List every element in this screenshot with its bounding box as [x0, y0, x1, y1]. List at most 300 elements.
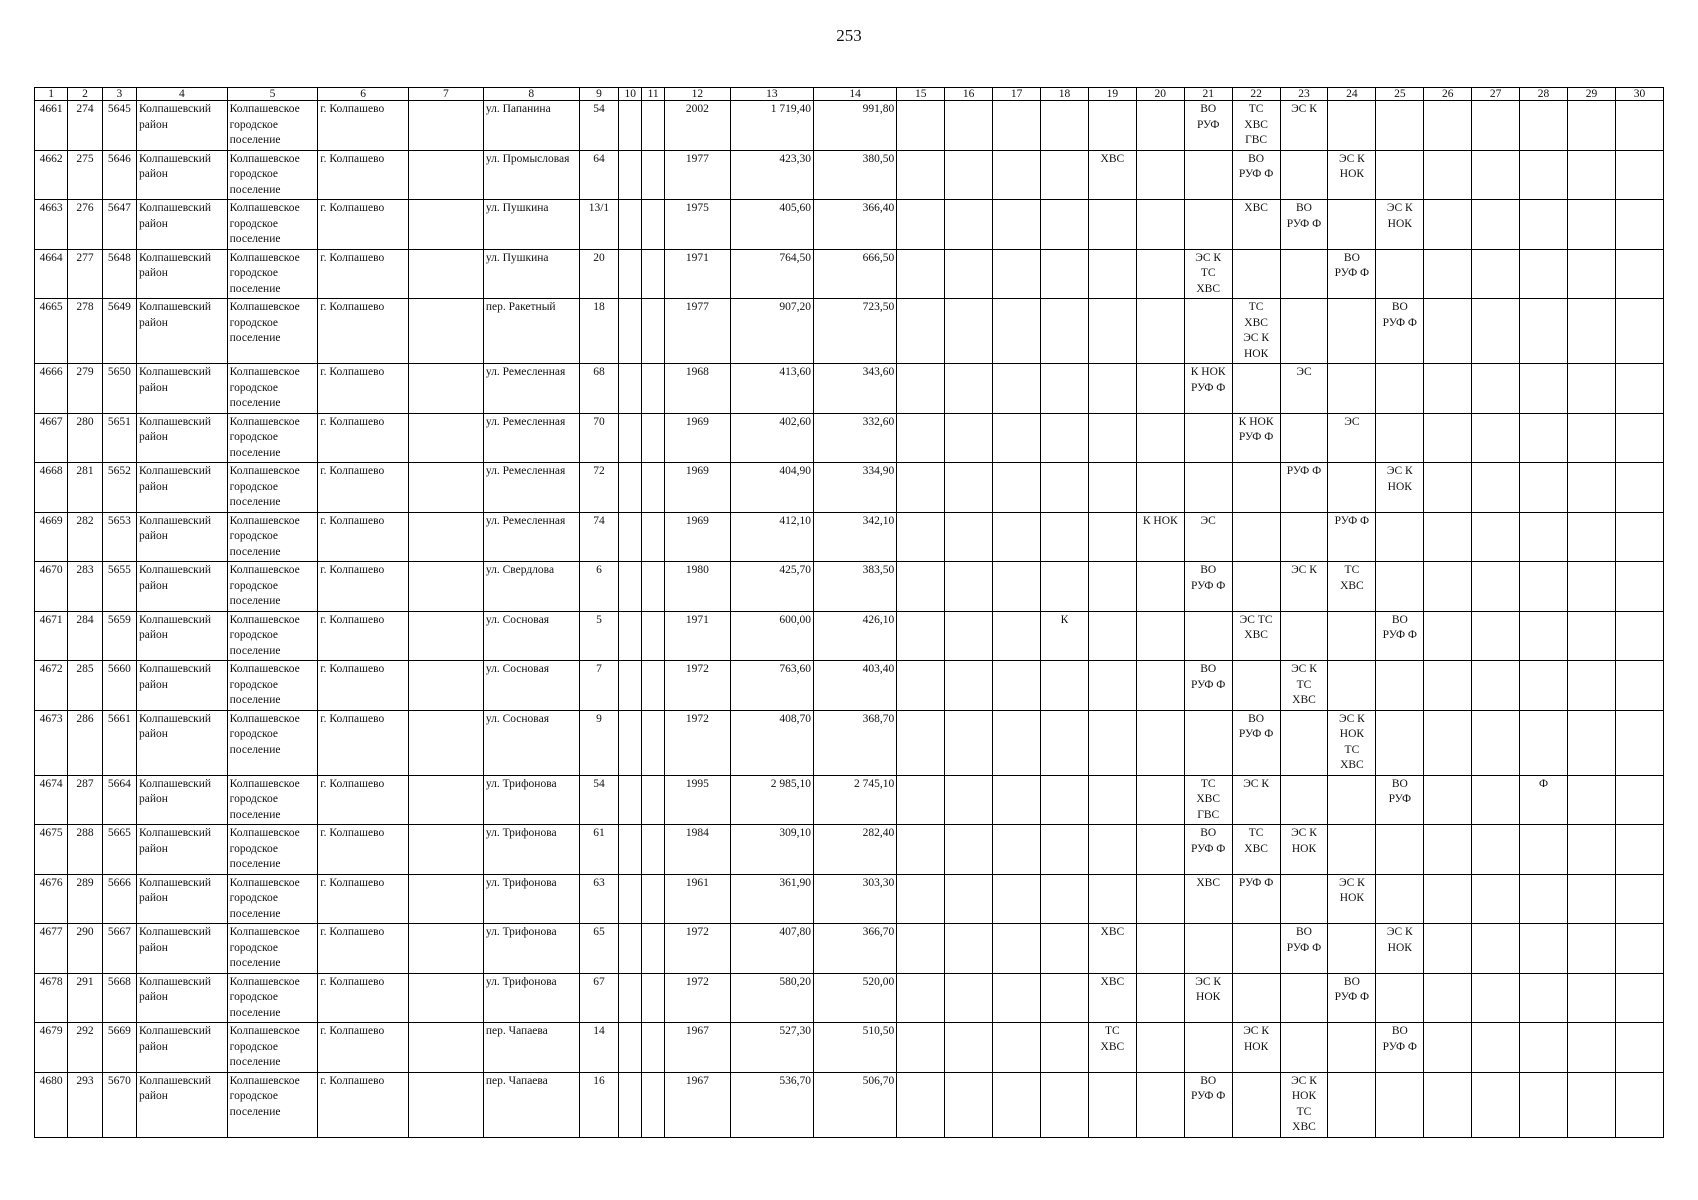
cell-col-11	[642, 1072, 665, 1137]
cell-col-21: ТС ХВС ГВС	[1184, 775, 1232, 825]
cell-col-20	[1136, 562, 1184, 612]
cell-col-22: К НОК РУФ Ф	[1232, 413, 1280, 463]
cell-col-3: 5667	[102, 924, 136, 974]
cell-col-2: 274	[68, 101, 102, 151]
cell-col-3: 5668	[102, 973, 136, 1023]
cell-col-16	[945, 200, 993, 250]
cell-col-19: ХВС	[1088, 973, 1136, 1023]
cell-col-23: ЭС К	[1280, 101, 1328, 151]
cell-col-22: РУФ Ф	[1232, 874, 1280, 924]
cell-col-1: 4678	[35, 973, 68, 1023]
cell-col-10	[619, 299, 642, 364]
cell-col-14: 520,00	[813, 973, 896, 1023]
cell-col-5: Колпашевское городское поселение	[227, 924, 318, 974]
column-number-9: 9	[579, 88, 619, 101]
cell-col-25	[1376, 249, 1424, 299]
cell-col-17	[993, 710, 1041, 775]
registry-table	[34, 87, 1664, 1138]
cell-col-16	[945, 1023, 993, 1073]
cell-col-2: 276	[68, 200, 102, 250]
cell-col-29	[1567, 150, 1615, 200]
cell-col-19	[1088, 512, 1136, 562]
cell-col-18	[1041, 973, 1089, 1023]
cell-col-13: 536,70	[730, 1072, 813, 1137]
cell-col-4: Колпашевский район	[137, 1023, 228, 1073]
cell-col-30	[1615, 874, 1663, 924]
cell-col-11	[642, 562, 665, 612]
cell-col-5: Колпашевское городское поселение	[227, 150, 318, 200]
cell-col-11	[642, 1023, 665, 1073]
cell-col-26	[1424, 463, 1472, 513]
cell-col-8: пер. Чапаева	[483, 1023, 579, 1073]
cell-col-8: ул. Ремесленная	[483, 413, 579, 463]
cell-col-8: ул. Сосновая	[483, 710, 579, 775]
cell-col-23: ЭС К ТС ХВС	[1280, 661, 1328, 711]
cell-col-4: Колпашевский район	[137, 661, 228, 711]
cell-col-13: 580,20	[730, 973, 813, 1023]
cell-col-3: 5670	[102, 1072, 136, 1137]
table-body	[35, 101, 1664, 1138]
cell-col-9: 13/1	[579, 200, 619, 250]
cell-col-9: 54	[579, 775, 619, 825]
cell-col-19	[1088, 364, 1136, 414]
cell-col-30	[1615, 775, 1663, 825]
cell-col-7	[408, 661, 483, 711]
cell-col-10	[619, 364, 642, 414]
cell-col-18	[1041, 710, 1089, 775]
cell-col-20	[1136, 463, 1184, 513]
cell-col-13: 408,70	[730, 710, 813, 775]
cell-col-1: 4672	[35, 661, 68, 711]
cell-col-19	[1088, 661, 1136, 711]
cell-col-29	[1567, 874, 1615, 924]
cell-col-5: Колпашевское городское поселение	[227, 101, 318, 151]
cell-col-19	[1088, 1072, 1136, 1137]
cell-col-22	[1232, 924, 1280, 974]
cell-col-29	[1567, 775, 1615, 825]
cell-col-13: 423,30	[730, 150, 813, 200]
cell-col-16	[945, 101, 993, 151]
cell-col-3: 5653	[102, 512, 136, 562]
cell-col-11	[642, 463, 665, 513]
cell-col-19	[1088, 775, 1136, 825]
cell-col-11	[642, 512, 665, 562]
cell-col-6: г. Колпашево	[318, 413, 409, 463]
cell-col-21: ВО РУФ	[1184, 101, 1232, 151]
cell-col-3: 5661	[102, 710, 136, 775]
cell-col-18: К	[1041, 611, 1089, 661]
cell-col-22	[1232, 661, 1280, 711]
cell-col-26	[1424, 101, 1472, 151]
cell-col-15	[897, 249, 945, 299]
cell-col-12: 1995	[665, 775, 731, 825]
cell-col-1: 4662	[35, 150, 68, 200]
cell-col-1: 4665	[35, 299, 68, 364]
cell-col-7	[408, 512, 483, 562]
cell-col-5: Колпашевское городское поселение	[227, 512, 318, 562]
cell-col-24: ТС ХВС	[1328, 562, 1376, 612]
table-row	[35, 562, 1664, 612]
cell-col-26	[1424, 364, 1472, 414]
table-row	[35, 1072, 1664, 1137]
cell-col-4: Колпашевский район	[137, 973, 228, 1023]
cell-col-13: 361,90	[730, 874, 813, 924]
cell-col-28	[1520, 463, 1568, 513]
column-number-5: 5	[227, 88, 318, 101]
cell-col-6: г. Колпашево	[318, 775, 409, 825]
cell-col-10	[619, 1072, 642, 1137]
cell-col-15	[897, 413, 945, 463]
cell-col-11	[642, 775, 665, 825]
cell-col-20	[1136, 710, 1184, 775]
cell-col-15	[897, 562, 945, 612]
cell-col-12: 1971	[665, 249, 731, 299]
cell-col-27	[1472, 299, 1520, 364]
cell-col-5: Колпашевское городское поселение	[227, 364, 318, 414]
cell-col-2: 285	[68, 661, 102, 711]
cell-col-28	[1520, 150, 1568, 200]
cell-col-30	[1615, 413, 1663, 463]
cell-col-16	[945, 775, 993, 825]
cell-col-30	[1615, 101, 1663, 151]
cell-col-27	[1472, 611, 1520, 661]
cell-col-3: 5666	[102, 874, 136, 924]
cell-col-13: 425,70	[730, 562, 813, 612]
cell-col-8: ул. Папанина	[483, 101, 579, 151]
cell-col-30	[1615, 512, 1663, 562]
cell-col-30	[1615, 364, 1663, 414]
column-number-22: 22	[1232, 88, 1280, 101]
cell-col-20	[1136, 249, 1184, 299]
cell-col-25	[1376, 661, 1424, 711]
cell-col-30	[1615, 710, 1663, 775]
page-number: 253	[836, 26, 862, 45]
cell-col-10	[619, 200, 642, 250]
cell-col-4: Колпашевский район	[137, 512, 228, 562]
cell-col-8: ул. Трифонова	[483, 924, 579, 974]
cell-col-1: 4669	[35, 512, 68, 562]
cell-col-6: г. Колпашево	[318, 1072, 409, 1137]
cell-col-22	[1232, 463, 1280, 513]
cell-col-3: 5651	[102, 413, 136, 463]
cell-col-11	[642, 661, 665, 711]
cell-col-12: 1984	[665, 825, 731, 875]
cell-col-7	[408, 200, 483, 250]
cell-col-23: ЭС	[1280, 364, 1328, 414]
cell-col-7	[408, 299, 483, 364]
cell-col-18	[1041, 1023, 1089, 1073]
cell-col-15	[897, 924, 945, 974]
cell-col-26	[1424, 512, 1472, 562]
cell-col-7	[408, 710, 483, 775]
cell-col-26	[1424, 775, 1472, 825]
cell-col-17	[993, 973, 1041, 1023]
cell-col-1: 4680	[35, 1072, 68, 1137]
cell-col-23	[1280, 413, 1328, 463]
cell-col-11	[642, 299, 665, 364]
cell-col-2: 292	[68, 1023, 102, 1073]
cell-col-11	[642, 249, 665, 299]
cell-col-21: ХВС	[1184, 874, 1232, 924]
cell-col-4: Колпашевский район	[137, 874, 228, 924]
cell-col-15	[897, 661, 945, 711]
cell-col-25	[1376, 825, 1424, 875]
cell-col-26	[1424, 249, 1472, 299]
cell-col-2: 282	[68, 512, 102, 562]
cell-col-23: ЭС К	[1280, 562, 1328, 612]
table-row	[35, 775, 1664, 825]
cell-col-12: 1972	[665, 973, 731, 1023]
cell-col-28	[1520, 512, 1568, 562]
cell-col-9: 9	[579, 710, 619, 775]
cell-col-18	[1041, 463, 1089, 513]
cell-col-21	[1184, 200, 1232, 250]
cell-col-18	[1041, 775, 1089, 825]
cell-col-27	[1472, 512, 1520, 562]
cell-col-15	[897, 101, 945, 151]
cell-col-3: 5645	[102, 101, 136, 151]
cell-col-11	[642, 611, 665, 661]
cell-col-7	[408, 463, 483, 513]
table-row	[35, 874, 1664, 924]
cell-col-19	[1088, 463, 1136, 513]
cell-col-10	[619, 611, 642, 661]
table-row	[35, 249, 1664, 299]
cell-col-5: Колпашевское городское поселение	[227, 825, 318, 875]
cell-col-25	[1376, 150, 1424, 200]
cell-col-17	[993, 562, 1041, 612]
cell-col-11	[642, 874, 665, 924]
cell-col-2: 279	[68, 364, 102, 414]
table-row	[35, 973, 1664, 1023]
cell-col-19	[1088, 413, 1136, 463]
cell-col-9: 20	[579, 249, 619, 299]
cell-col-28	[1520, 562, 1568, 612]
cell-col-18	[1041, 200, 1089, 250]
cell-col-23: ЭС К НОК ТС ХВС	[1280, 1072, 1328, 1137]
cell-col-17	[993, 413, 1041, 463]
cell-col-28	[1520, 101, 1568, 151]
cell-col-17	[993, 299, 1041, 364]
cell-col-17	[993, 874, 1041, 924]
column-number-28: 28	[1520, 88, 1568, 101]
cell-col-7	[408, 874, 483, 924]
cell-col-2: 287	[68, 775, 102, 825]
cell-col-13: 1 719,40	[730, 101, 813, 151]
column-number-3: 3	[102, 88, 136, 101]
cell-col-13: 907,20	[730, 299, 813, 364]
cell-col-27	[1472, 413, 1520, 463]
cell-col-12: 1969	[665, 413, 731, 463]
cell-col-6: г. Колпашево	[318, 611, 409, 661]
cell-col-11	[642, 150, 665, 200]
column-number-6: 6	[318, 88, 409, 101]
cell-col-6: г. Колпашево	[318, 200, 409, 250]
cell-col-5: Колпашевское городское поселение	[227, 874, 318, 924]
cell-col-13: 412,10	[730, 512, 813, 562]
cell-col-29	[1567, 611, 1615, 661]
cell-col-18	[1041, 364, 1089, 414]
cell-col-24: ВО РУФ Ф	[1328, 973, 1376, 1023]
column-number-7: 7	[408, 88, 483, 101]
cell-col-16	[945, 710, 993, 775]
cell-col-21: ВО РУФ Ф	[1184, 562, 1232, 612]
cell-col-18	[1041, 101, 1089, 151]
table-row	[35, 364, 1664, 414]
column-number-14: 14	[813, 88, 896, 101]
cell-col-29	[1567, 512, 1615, 562]
cell-col-12: 1969	[665, 512, 731, 562]
cell-col-26	[1424, 200, 1472, 250]
table-row	[35, 200, 1664, 250]
cell-col-6: г. Колпашево	[318, 299, 409, 364]
cell-col-18	[1041, 512, 1089, 562]
cell-col-8: ул. Сосновая	[483, 611, 579, 661]
cell-col-28	[1520, 611, 1568, 661]
cell-col-26	[1424, 973, 1472, 1023]
column-number-24: 24	[1328, 88, 1376, 101]
cell-col-15	[897, 1023, 945, 1073]
cell-col-6: г. Колпашево	[318, 924, 409, 974]
cell-col-4: Колпашевский район	[137, 562, 228, 612]
cell-col-9: 63	[579, 874, 619, 924]
cell-col-25	[1376, 364, 1424, 414]
cell-col-23	[1280, 150, 1328, 200]
cell-col-18	[1041, 249, 1089, 299]
cell-col-8: ул. Ремесленная	[483, 512, 579, 562]
cell-col-21: ЭС К ТС ХВС	[1184, 249, 1232, 299]
cell-col-1: 4676	[35, 874, 68, 924]
cell-col-10	[619, 924, 642, 974]
cell-col-29	[1567, 1023, 1615, 1073]
cell-col-1: 4679	[35, 1023, 68, 1073]
cell-col-21	[1184, 710, 1232, 775]
cell-col-14: 368,70	[813, 710, 896, 775]
cell-col-17	[993, 825, 1041, 875]
cell-col-11	[642, 101, 665, 151]
cell-col-22: ВО РУФ Ф	[1232, 150, 1280, 200]
cell-col-25: ВО РУФ	[1376, 775, 1424, 825]
cell-col-29	[1567, 364, 1615, 414]
cell-col-12: 1971	[665, 611, 731, 661]
cell-col-20	[1136, 924, 1184, 974]
cell-col-25	[1376, 512, 1424, 562]
cell-col-29	[1567, 562, 1615, 612]
column-number-11: 11	[642, 88, 665, 101]
cell-col-26	[1424, 299, 1472, 364]
cell-col-1: 4677	[35, 924, 68, 974]
cell-col-30	[1615, 661, 1663, 711]
cell-col-16	[945, 661, 993, 711]
cell-col-5: Колпашевское городское поселение	[227, 562, 318, 612]
cell-col-22: ЭС К	[1232, 775, 1280, 825]
cell-col-25: ЭС К НОК	[1376, 200, 1424, 250]
cell-col-22: ХВС	[1232, 200, 1280, 250]
cell-col-24: ЭС К НОК ТС ХВС	[1328, 710, 1376, 775]
column-number-2: 2	[68, 88, 102, 101]
cell-col-23	[1280, 512, 1328, 562]
cell-col-22: ЭС ТС ХВС	[1232, 611, 1280, 661]
cell-col-30	[1615, 150, 1663, 200]
cell-col-5: Колпашевское городское поселение	[227, 775, 318, 825]
cell-col-30	[1615, 463, 1663, 513]
cell-col-14: 2 745,10	[813, 775, 896, 825]
cell-col-23: ВО РУФ Ф	[1280, 200, 1328, 250]
cell-col-10	[619, 463, 642, 513]
cell-col-17	[993, 661, 1041, 711]
cell-col-1: 4666	[35, 364, 68, 414]
cell-col-3: 5665	[102, 825, 136, 875]
cell-col-6: г. Колпашево	[318, 101, 409, 151]
cell-col-9: 5	[579, 611, 619, 661]
cell-col-6: г. Колпашево	[318, 710, 409, 775]
cell-col-28	[1520, 364, 1568, 414]
cell-col-14: 991,80	[813, 101, 896, 151]
cell-col-1: 4661	[35, 101, 68, 151]
cell-col-9: 18	[579, 299, 619, 364]
cell-col-7	[408, 562, 483, 612]
cell-col-21: ВО РУФ Ф	[1184, 1072, 1232, 1137]
cell-col-29	[1567, 710, 1615, 775]
cell-col-12: 1980	[665, 562, 731, 612]
column-number-1: 1	[35, 88, 68, 101]
cell-col-28	[1520, 825, 1568, 875]
cell-col-24: ЭС К НОК	[1328, 874, 1376, 924]
cell-col-22	[1232, 512, 1280, 562]
cell-col-4: Колпашевский район	[137, 299, 228, 364]
cell-col-16	[945, 611, 993, 661]
cell-col-1: 4664	[35, 249, 68, 299]
cell-col-18	[1041, 924, 1089, 974]
cell-col-23	[1280, 249, 1328, 299]
cell-col-16	[945, 249, 993, 299]
cell-col-17	[993, 512, 1041, 562]
cell-col-4: Колпашевский район	[137, 364, 228, 414]
cell-col-29	[1567, 249, 1615, 299]
cell-col-11	[642, 364, 665, 414]
cell-col-28	[1520, 973, 1568, 1023]
cell-col-23	[1280, 1023, 1328, 1073]
cell-col-14: 383,50	[813, 562, 896, 612]
cell-col-27	[1472, 200, 1520, 250]
cell-col-24	[1328, 611, 1376, 661]
cell-col-30	[1615, 611, 1663, 661]
cell-col-16	[945, 150, 993, 200]
cell-col-10	[619, 413, 642, 463]
cell-col-3: 5669	[102, 1023, 136, 1073]
column-number-15: 15	[897, 88, 945, 101]
cell-col-1: 4668	[35, 463, 68, 513]
cell-col-27	[1472, 710, 1520, 775]
cell-col-21: ЭС К НОК	[1184, 973, 1232, 1023]
cell-col-12: 1977	[665, 150, 731, 200]
cell-col-13: 402,60	[730, 413, 813, 463]
cell-col-5: Колпашевское городское поселение	[227, 1072, 318, 1137]
cell-col-4: Колпашевский район	[137, 1072, 228, 1137]
table-row	[35, 710, 1664, 775]
cell-col-8: ул. Ремесленная	[483, 463, 579, 513]
cell-col-25: ВО РУФ Ф	[1376, 1023, 1424, 1073]
cell-col-2: 284	[68, 611, 102, 661]
cell-col-23	[1280, 299, 1328, 364]
cell-col-22: ВО РУФ Ф	[1232, 710, 1280, 775]
cell-col-26	[1424, 562, 1472, 612]
cell-col-29	[1567, 973, 1615, 1023]
cell-col-17	[993, 1023, 1041, 1073]
column-number-19: 19	[1088, 88, 1136, 101]
cell-col-11	[642, 973, 665, 1023]
cell-col-18	[1041, 1072, 1089, 1137]
